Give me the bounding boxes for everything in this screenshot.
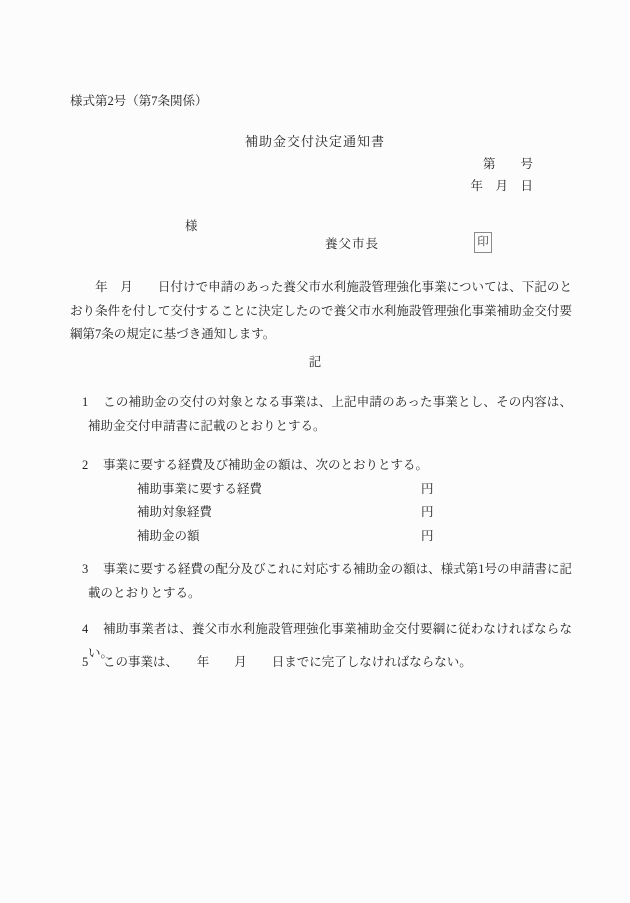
item-text: この補助金の交付の対象となる事業は、上記申請のあった事業とし、その内容は、補助金交付申請書に記載のとおりとする。: [88, 395, 572, 433]
form-number: 様式第2号（第7条関係）: [70, 94, 208, 108]
item-text: 事業に要する経費及び補助金の額は、次のとおりとする。: [103, 458, 429, 472]
seal-stamp-icon: 印: [474, 232, 492, 253]
item-number: 1: [82, 395, 89, 409]
expense-label: 補助事業に要する経費: [137, 481, 263, 496]
item-text: 事業に要する経費の配分及びこれに対応する補助金の額は、様式第1号の申請書に記載のとおりとする。: [88, 562, 572, 600]
page-title: 補助金交付決定通知書: [244, 134, 385, 149]
expense-label: 補助金の額: [137, 528, 200, 543]
date-blank: 年 月 日: [470, 179, 533, 193]
body-paragraph: 年 月 日付けで申請のあった養父市水利施設管理強化事業については、下記のとおり条件を付して交付することに決定したので養父市水利施設管理強化事業補助金交付要綱第7条の規定に基づき通知します。: [70, 280, 572, 341]
expense-row: [70, 501, 572, 525]
expense-row: [70, 478, 572, 502]
expense-unit: 円: [421, 481, 434, 496]
item-number: 2: [82, 458, 89, 472]
item-number: 5: [82, 655, 89, 669]
document-number-blank: 第 号: [482, 157, 533, 171]
list-item-1: [70, 391, 572, 438]
item-number: 4: [82, 622, 89, 636]
expense-unit: 円: [421, 505, 434, 519]
sender-title: 養父市長: [325, 237, 380, 251]
item-text: この事業は、 年 月 日までに完了しなければならない。: [103, 655, 472, 669]
expense-unit: 円: [421, 528, 434, 543]
list-item-2: [70, 454, 572, 548]
record-heading: 記: [308, 355, 322, 369]
list-item-3: [70, 558, 572, 605]
expense-label: 補助対象経費: [137, 505, 213, 519]
item-number: 3: [82, 562, 89, 576]
addressee-honorific: 様: [185, 219, 198, 233]
item-text: 補助事業者は、養父市水利施設管理強化事業補助金交付要綱に従わなければならない。: [88, 622, 572, 660]
list-item-5: [70, 651, 572, 675]
expense-row: [70, 525, 572, 549]
